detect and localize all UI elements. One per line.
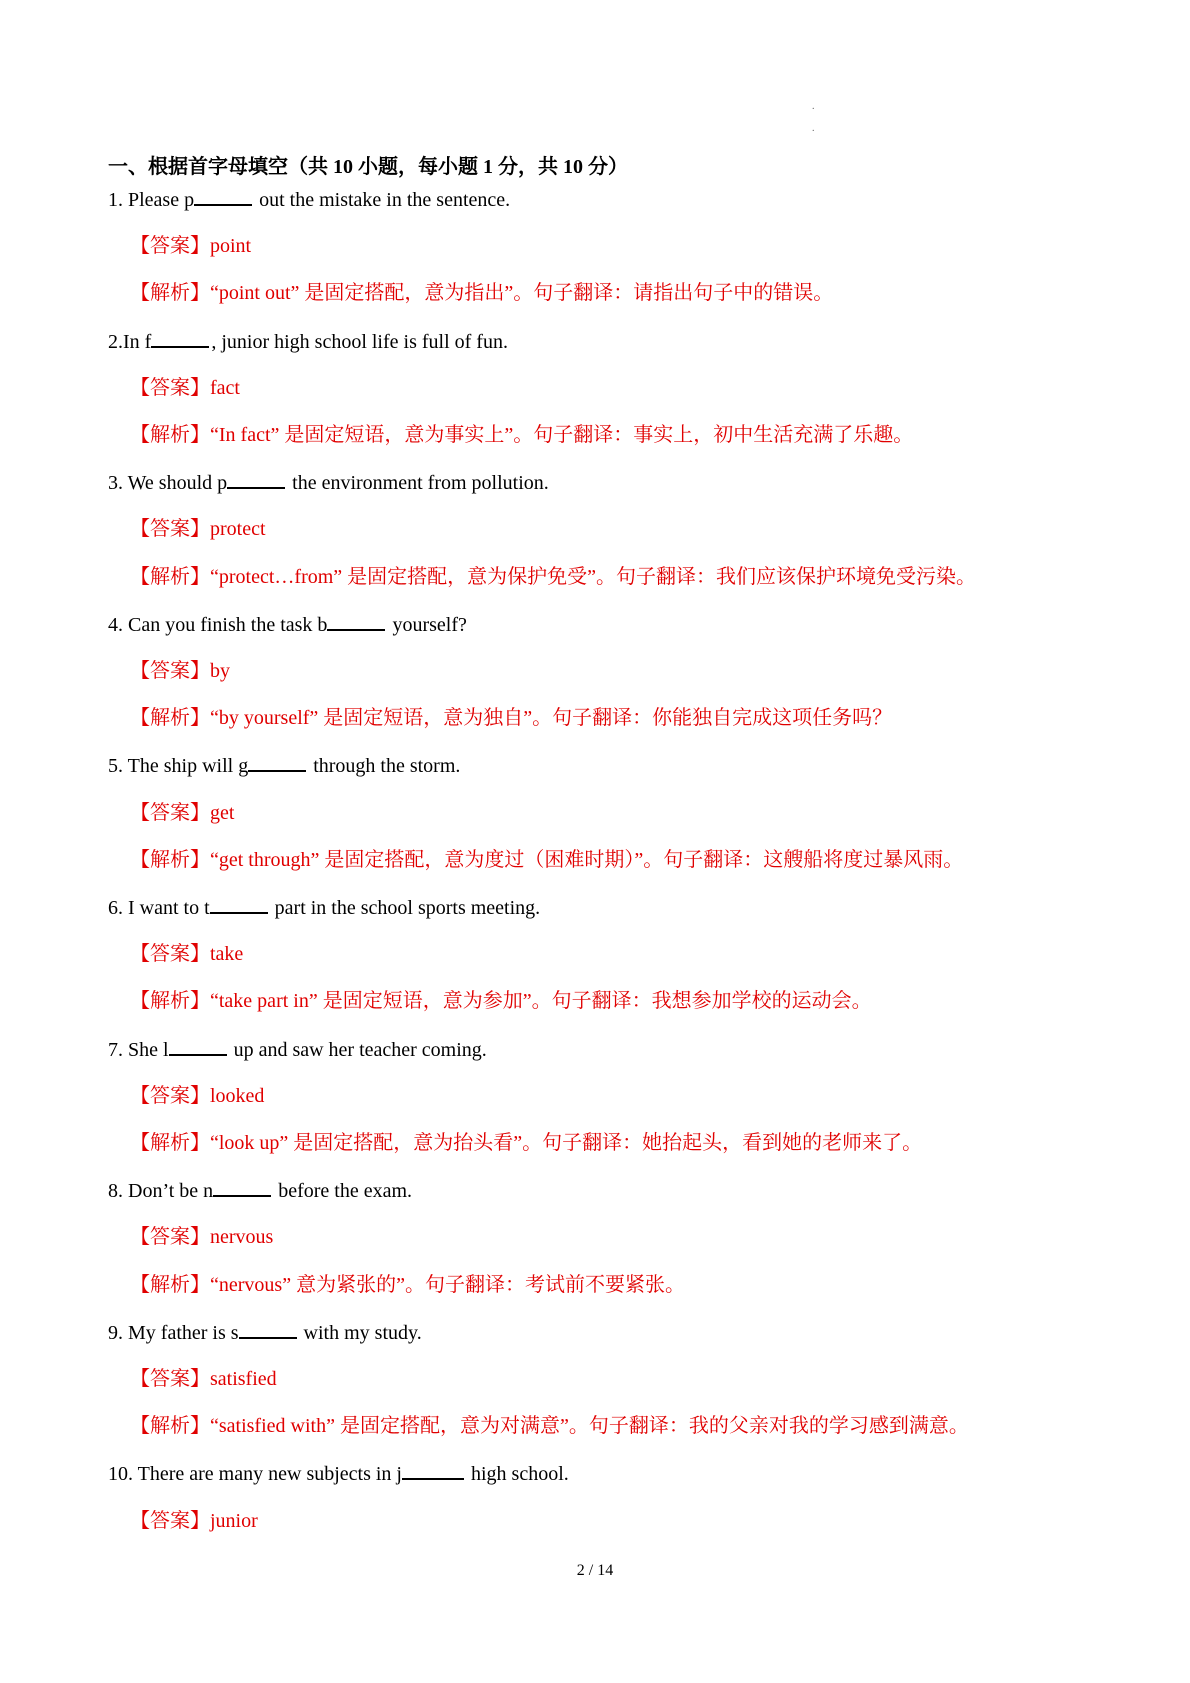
answer-blank	[239, 1319, 297, 1339]
answer-line: 【答案】junior	[130, 1509, 258, 1532]
answer-line: 【答案】get	[130, 801, 235, 824]
question-text-after: the environment from pollution.	[287, 472, 549, 495]
answer-blank	[210, 894, 268, 914]
answer-line: 【答案】looked	[130, 1084, 265, 1107]
question-number: 9.	[108, 1321, 128, 1344]
question-text-before: We should p	[127, 472, 228, 495]
explanation-line: 【解析】“point out” 是固定搭配，意为指出”。句子翻译：请指出句子中的错误。	[130, 282, 834, 305]
header-marks	[812, 96, 815, 140]
question-line	[108, 1319, 422, 1346]
answer-line: 【答案】protect	[130, 518, 266, 541]
question-line	[108, 894, 540, 921]
question-line	[108, 328, 508, 355]
question-number: 4.	[108, 613, 128, 636]
answer-line: 【答案】nervous	[130, 1226, 274, 1249]
header-mark: .	[812, 123, 815, 134]
question-number: 2.	[108, 330, 123, 353]
question-text-before: Can you finish the task b	[128, 613, 328, 636]
question-text-before: The ship will g	[127, 755, 249, 778]
question-line	[108, 1036, 487, 1063]
question-text-before: My father is s	[128, 1321, 239, 1344]
answer-blank	[213, 1177, 271, 1197]
question-text-after: part in the school sports meeting.	[269, 897, 541, 919]
question-text-after: with my study.	[298, 1321, 422, 1344]
question-text-after: , junior high school life is full of fun.	[211, 330, 508, 353]
answer-blank	[248, 752, 306, 772]
question-number: 5.	[108, 755, 128, 778]
explanation-line: 【解析】“satisfied with” 是固定搭配，意为对满意”。句子翻译：我的父亲对我的学习感到满意。	[130, 1415, 969, 1438]
question-line	[108, 186, 510, 213]
answer-line: 【答案】by	[130, 660, 230, 682]
answer-blank	[151, 328, 209, 348]
question-line	[108, 752, 460, 779]
question-number: 7.	[108, 1038, 128, 1061]
answer-line: 【答案】take	[130, 943, 244, 966]
question-text-after: yourself?	[387, 613, 467, 636]
explanation-line: 【解析】“In fact” 是固定短语，意为事实上”。句子翻译：事实上，初中生活充满了乐趣。	[130, 424, 914, 446]
explanation-line: 【解析】“look up” 是固定搭配，意为抬头看”。句子翻译：她抬起头，看到她的老师来了。	[130, 1132, 923, 1154]
question-number: 10.	[108, 1463, 138, 1486]
answer-blank	[169, 1036, 227, 1056]
answer-blank	[194, 186, 252, 206]
question-number: 8.	[108, 1180, 128, 1203]
question-text-before: Don’t be n	[128, 1180, 214, 1203]
question-text-before: I want to t	[128, 897, 210, 919]
question-text-before: There are many new subjects in j	[137, 1463, 402, 1486]
question-number: 3.	[108, 472, 128, 495]
question-text-after: through the storm.	[308, 755, 461, 778]
question-text-after: out the mistake in the sentence.	[254, 189, 511, 211]
question-number: 1.	[108, 189, 128, 211]
explanation-line: 【解析】“nervous” 意为紧张的”。句子翻译：考试前不要紧张。	[130, 1273, 685, 1296]
explanation-line: 【解析】“protect…from” 是固定搭配，意为保护免受”。句子翻译：我们应该保护环境免受污染。	[130, 565, 977, 588]
question-text-before: She l	[128, 1038, 169, 1061]
question-text-after: up and saw her teacher coming.	[228, 1038, 487, 1061]
explanation-line: 【解析】“get through” 是固定搭配，意为度过（困难时期）”。句子翻译：这艘船将度过暴风雨。	[130, 848, 964, 871]
page-number: 2 / 14	[576, 1562, 614, 1579]
explanation-line: 【解析】“take part in” 是固定短语，意为参加”。句子翻译：我想参加学校的运动会。	[130, 990, 872, 1013]
question-text-after: high school.	[466, 1463, 569, 1486]
explanation-line: 【解析】“by yourself” 是固定短语，意为独自”。句子翻译：你能独自完成这项任务吗？	[130, 707, 893, 730]
section-title: 一、根据首字母填空（共 10 小题，每小题 1 分，共 10 分）	[108, 156, 628, 178]
question-number: 6.	[108, 897, 128, 919]
answer-blank	[327, 611, 385, 631]
question-line	[108, 1177, 412, 1204]
answer-blank	[227, 469, 285, 489]
answer-line: 【答案】point	[130, 235, 252, 258]
question-text-before: In f	[123, 330, 152, 353]
question-line	[108, 1460, 569, 1487]
answer-line: 【答案】satisfied	[130, 1368, 277, 1390]
question-line	[108, 469, 549, 496]
answer-blank	[402, 1460, 464, 1480]
header-mark: .	[812, 101, 815, 112]
question-text-before: Please p	[128, 189, 195, 211]
answer-line: 【答案】fact	[130, 376, 240, 399]
question-text-after: before the exam.	[273, 1180, 413, 1203]
question-line	[108, 611, 467, 638]
